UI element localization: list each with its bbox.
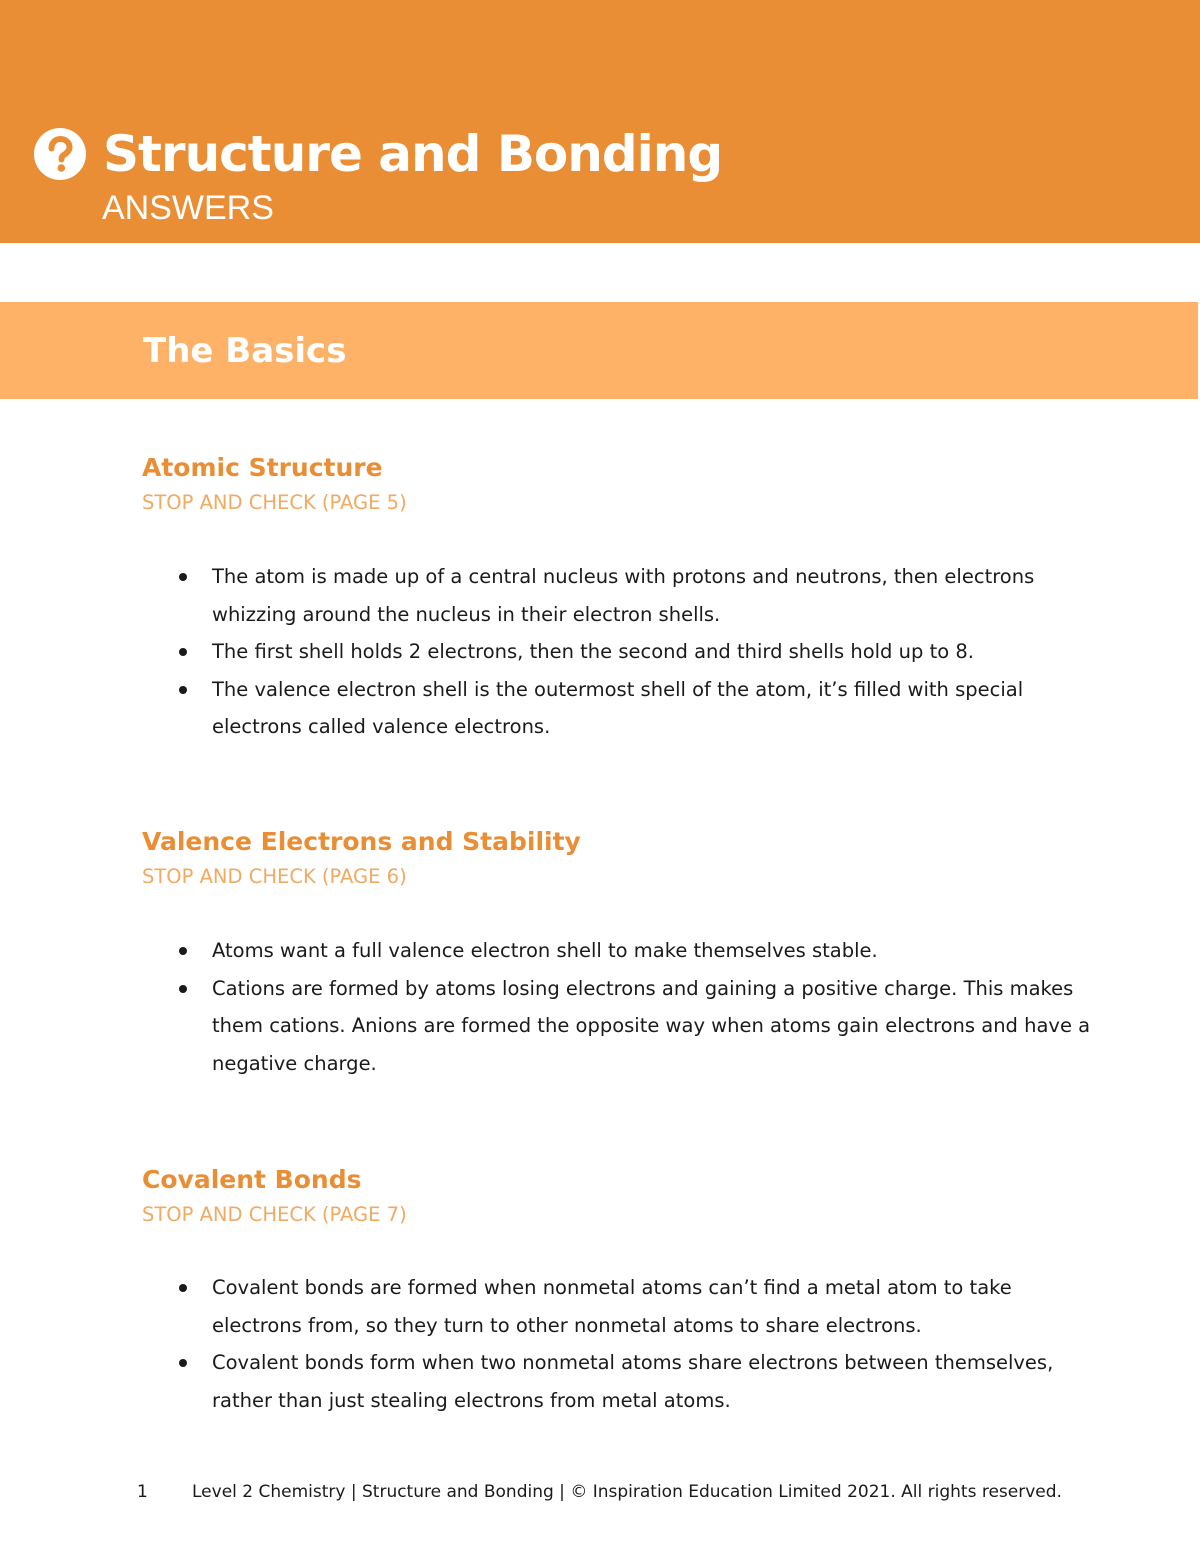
bullet-icon xyxy=(179,1359,187,1367)
question-circle-icon xyxy=(32,126,88,182)
topic-covalent-bonds xyxy=(142,1162,1102,1412)
list-item xyxy=(142,932,1092,970)
topic-valence-electrons xyxy=(142,824,1102,1075)
list-item xyxy=(142,633,1062,671)
footer-text: Level 2 Chemistry | Structure and Bonding | © Inspiration Education Limited 2021. All rights reserved. xyxy=(192,1482,1062,1502)
bullet-icon xyxy=(179,1284,187,1292)
bullet-icon xyxy=(179,985,187,993)
topic-title: Covalent Bonds xyxy=(142,1165,362,1194)
list-item-text: The valence electron shell is the outermost shell of the atom, it’s filled with special electrons called valence electrons. xyxy=(212,677,1024,738)
bullet-list xyxy=(142,932,1091,1082)
list-item-text: Cations are formed by atoms losing electrons and gaining a positive charge. This makes them cations. Anions are formed the opposite way when atoms gain electrons and have a negative charge. xyxy=(212,976,1091,1075)
topic-subheading: STOP AND CHECK (PAGE 6) xyxy=(142,865,407,888)
list-item-text: The first shell holds 2 electrons, then the second and third shells hold up to 8. xyxy=(212,640,974,663)
page-title: Structure and Bonding xyxy=(103,125,723,183)
list-item xyxy=(142,1344,1092,1419)
list-item xyxy=(142,671,1042,746)
bullet-list xyxy=(142,1269,1054,1419)
bullet-icon xyxy=(179,573,187,581)
page-subtitle: ANSWERS xyxy=(102,189,274,227)
section-title: The Basics xyxy=(143,331,347,371)
page-number: 1 xyxy=(137,1482,148,1502)
list-item-text: The atom is made up of a central nucleus with protons and neutrons, then electrons whizzing around the nucleus in their electron shells. xyxy=(212,565,1035,626)
bullet-icon xyxy=(179,947,187,955)
topic-title: Atomic Structure xyxy=(142,453,383,482)
list-item xyxy=(142,558,1042,633)
list-item-text: Covalent bonds form when two nonmetal atoms share electrons between themselves, rather than just stealing electrons from metal atoms. xyxy=(212,1351,1054,1412)
footer xyxy=(0,1478,1200,1506)
list-item-text: Atoms want a full valence electron shell to make themselves stable. xyxy=(212,939,878,962)
list-item-text: Covalent bonds are formed when nonmetal atoms can’t find a metal atom to take electrons from, so they turn to other nonmetal atoms to share electrons. xyxy=(212,1276,1012,1337)
list-item xyxy=(142,1269,1092,1344)
topic-title: Valence Electrons and Stability xyxy=(142,827,581,856)
bullet-list xyxy=(142,558,1042,746)
topic-subheading: STOP AND CHECK (PAGE 5) xyxy=(142,491,407,514)
list-item xyxy=(142,970,1092,1083)
bullet-icon xyxy=(179,648,187,656)
topic-subheading: STOP AND CHECK (PAGE 7) xyxy=(142,1203,407,1226)
bullet-icon xyxy=(179,686,187,694)
topic-atomic-structure xyxy=(142,450,1102,738)
